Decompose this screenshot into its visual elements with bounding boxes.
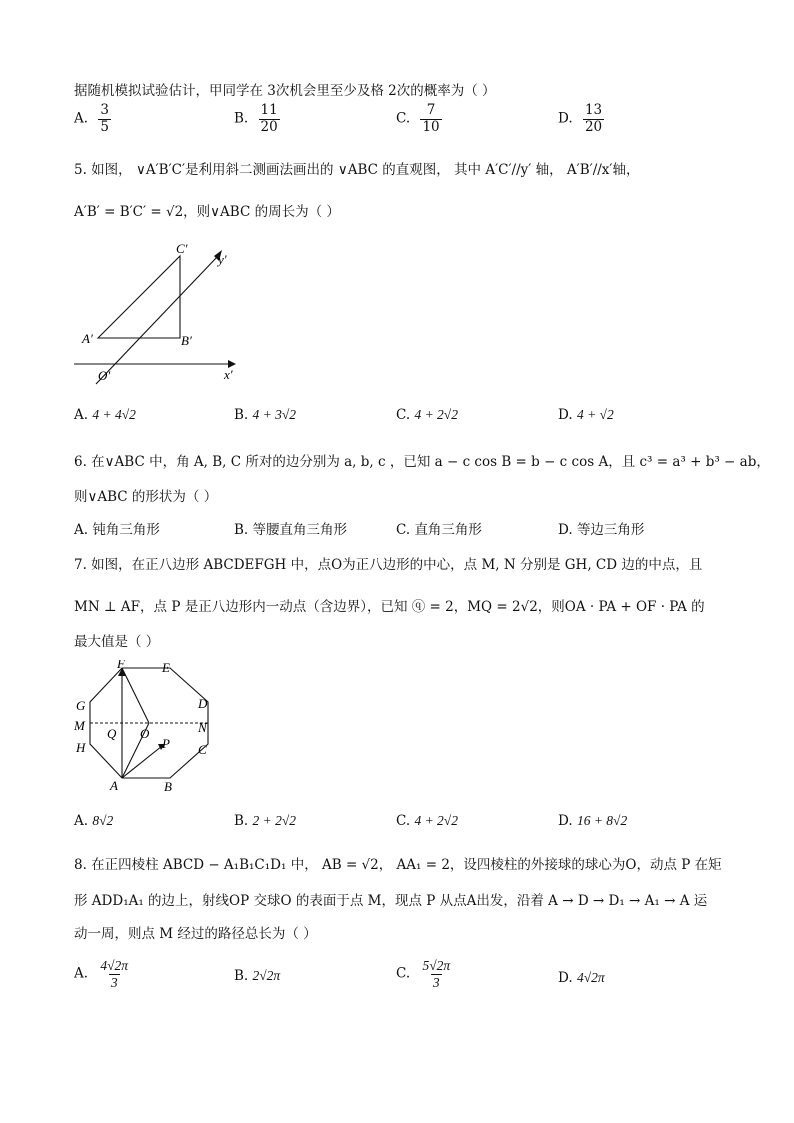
option-value: 4√2π xyxy=(576,970,605,985)
label-h: H xyxy=(76,740,86,755)
numerator: 7 xyxy=(426,102,436,118)
denominator: 20 xyxy=(584,118,603,135)
q7-line-3: 最大值是（ ） xyxy=(74,634,160,650)
q7-line-2: MN ⊥ AF，点 P 是正八边形内一动点（含边界），已知 ⓠ = 2，MQ = 2√2，则OA · PA + OF · PA 的 xyxy=(74,599,705,615)
option-value: 4 + 2√2 xyxy=(414,407,458,422)
label-p: P xyxy=(162,736,170,751)
label-b-prime: B′ xyxy=(181,333,192,348)
option-letter: D. xyxy=(558,970,573,986)
q8-line-3: 动一周，则点 M 经过的路径总长为（ ） xyxy=(74,926,317,942)
q4-option-b xyxy=(234,103,280,135)
option-letter: B. xyxy=(234,110,249,127)
option-letter: C. xyxy=(396,522,411,538)
label-o: O xyxy=(140,726,150,741)
option-letter: D. xyxy=(558,813,573,829)
option-letter: C. xyxy=(396,813,411,829)
label-m: M xyxy=(74,718,85,733)
option-value: 直角三角形 xyxy=(414,522,482,538)
denominator: 20 xyxy=(260,118,278,135)
q7-option-a xyxy=(74,813,113,829)
q6-line-2: 则∨ABC 的形状为（ ） xyxy=(74,489,218,505)
denominator: 5 xyxy=(100,118,109,135)
q5-line-2: A′B′ = B′C′ = √2，则∨ABC 的周长为（ ） xyxy=(74,204,340,220)
option-value: 4 + 2√2 xyxy=(414,813,458,828)
triangle-abc-prime xyxy=(98,256,180,338)
label-y-prime: y′ xyxy=(218,252,227,267)
label-c: C xyxy=(198,742,207,757)
q7-octagon-figure xyxy=(70,660,230,796)
numerator: 13 xyxy=(584,102,603,118)
q4-option-a xyxy=(74,103,111,135)
label-e: E xyxy=(162,660,170,675)
segment-of xyxy=(122,668,149,723)
option-value: 钝角三角形 xyxy=(92,522,160,538)
q8-option-d xyxy=(558,970,605,986)
label-g: G xyxy=(76,698,86,713)
q6-option-b xyxy=(234,518,347,538)
denominator: 10 xyxy=(422,118,440,135)
fraction xyxy=(98,103,111,135)
denominator: 3 xyxy=(110,974,118,990)
q6-option-a xyxy=(74,518,160,538)
label-a-prime: A′ xyxy=(82,331,93,346)
option-letter: A. xyxy=(74,522,89,538)
option-letter: C. xyxy=(396,965,411,982)
option-letter: B. xyxy=(234,407,249,423)
q7-option-d xyxy=(558,813,627,829)
q4-stem: 据随机模拟试验估计，甲同学在 3次机会里至少及格 2次的概率为（ ） xyxy=(74,83,496,99)
numerator: 4√2π xyxy=(100,958,129,973)
option-letter: A. xyxy=(74,110,89,127)
option-letter: B. xyxy=(234,813,249,829)
denominator: 3 xyxy=(432,974,440,990)
option-value: 4 + √2 xyxy=(576,407,614,422)
numerator: 11 xyxy=(260,102,278,118)
q7-line-1: 7. 如图，在正八边形 ABCDEFGH 中，点O为正八边形的中心，点 M, N 分别是 GH, CD 边的中点，且 xyxy=(74,557,703,573)
q5-oblique-figure xyxy=(68,238,248,388)
q5-option-c xyxy=(396,407,458,423)
q4-option-d xyxy=(558,103,604,135)
option-value: 等边三角形 xyxy=(576,522,645,538)
label-c-prime: C′ xyxy=(176,241,188,256)
label-x-prime: x′ xyxy=(224,367,233,382)
option-letter: D. xyxy=(558,110,573,127)
label-f: F xyxy=(117,660,125,671)
vector-ap xyxy=(122,746,162,778)
option-value: 8√2 xyxy=(92,813,114,828)
q6-option-d xyxy=(558,518,644,538)
fraction xyxy=(420,958,452,990)
label-q: Q xyxy=(107,726,117,741)
option-letter: D. xyxy=(558,522,573,538)
option-value: 2√2π xyxy=(252,968,281,983)
option-value: 等腰直角三角形 xyxy=(252,522,348,538)
option-letter: C. xyxy=(396,110,411,127)
q6-option-c xyxy=(396,518,482,538)
option-letter: A. xyxy=(74,965,89,982)
q8-option-b xyxy=(234,968,280,984)
q5-option-a xyxy=(74,407,136,423)
option-letter: C. xyxy=(396,407,411,423)
q8-line-2: 形 ADD₁A₁ 的边上，射线OP 交球O 的表面于点 M，现点 P 从点A出发，沿着 A → D → D₁ → A₁ → A 运 xyxy=(74,893,708,909)
q5-line-1: 5. 如图， ∨A′B′C′是利用斜二测画法画出的 ∨ABC 的直观图， 其中 A′C′//y′ 轴， A′B′//x′轴， xyxy=(74,162,640,178)
fraction xyxy=(583,103,604,135)
label-d: D xyxy=(198,696,208,711)
label-b: B xyxy=(164,779,172,794)
option-letter: D. xyxy=(558,407,573,423)
q7-option-c xyxy=(396,813,458,829)
option-value: 16 + 8√2 xyxy=(576,813,628,828)
label-n: N xyxy=(198,720,207,735)
fraction xyxy=(98,958,130,990)
option-value: 4 + 4√2 xyxy=(92,407,136,422)
y-prime-axis xyxy=(96,256,218,384)
option-letter: A. xyxy=(74,813,89,829)
q8-option-a xyxy=(74,958,130,990)
fraction xyxy=(420,103,441,135)
option-value: 2 + 2√2 xyxy=(252,813,297,828)
label-a: A xyxy=(110,778,118,793)
q8-line-1: 8. 在正四棱柱 ABCD − A₁B₁C₁D₁ 中， AB = √2， AA₁ = 2，设四棱柱的外接球的球心为O，动点 P 在矩 xyxy=(74,857,722,873)
numerator: 3 xyxy=(100,102,109,118)
option-value: 4 + 3√2 xyxy=(252,407,297,422)
numerator: 5√2π xyxy=(422,958,451,973)
option-letter: A. xyxy=(74,407,89,423)
option-letter: B. xyxy=(234,522,249,538)
fraction xyxy=(259,103,280,135)
option-letter: B. xyxy=(234,968,249,984)
q4-option-c xyxy=(396,103,442,135)
q6-line-1: 6. 在∨ABC 中，角 A, B, C 所对的边分别为 a, b, c ，已知 a − c cos B = b − c cos A，且 c³ = a³ + b³ − ab， xyxy=(74,454,770,470)
label-o-prime: O′ xyxy=(98,368,111,383)
q5-option-d xyxy=(558,407,614,423)
q7-option-b xyxy=(234,813,296,829)
q5-option-b xyxy=(234,407,296,423)
q8-option-c xyxy=(396,958,452,990)
